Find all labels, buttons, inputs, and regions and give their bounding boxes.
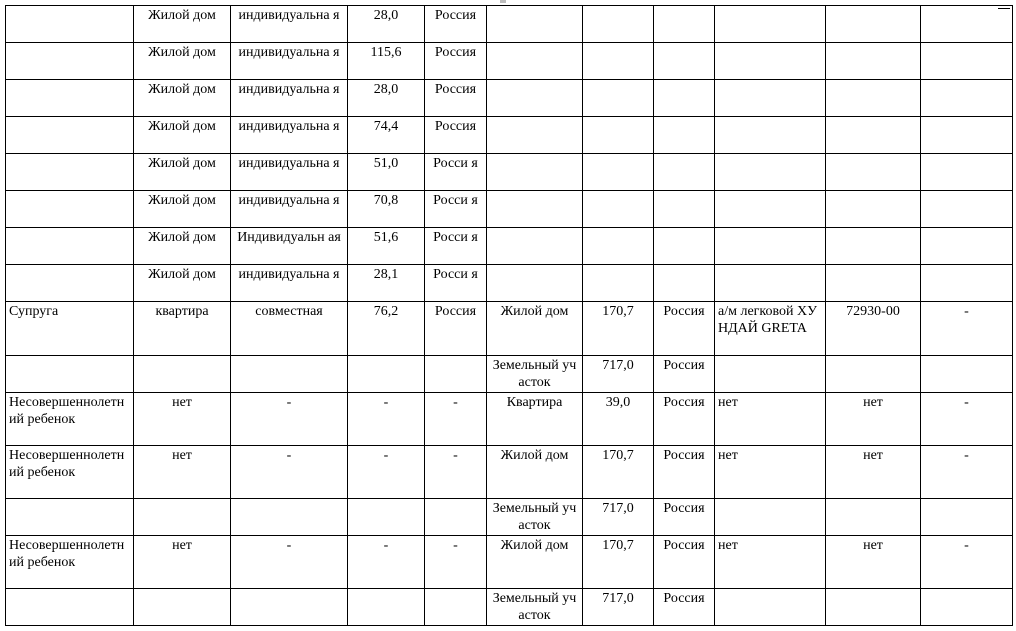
cell-owner — [6, 117, 134, 154]
cell-use-object-type — [487, 43, 583, 80]
cell-use-area: 170,7 — [583, 446, 654, 499]
cell-ownership-type: индивидуальна я — [231, 6, 348, 43]
cell-ownership-type: - — [231, 536, 348, 589]
cell-use-country: Россия — [654, 446, 715, 499]
cell-use-object-type — [487, 191, 583, 228]
cell-income — [826, 43, 921, 80]
cell-object-type: Жилой дом — [134, 117, 231, 154]
cell-ownership-type: индивидуальна я — [231, 265, 348, 302]
cell-owner — [6, 6, 134, 43]
cell-source — [921, 499, 1013, 536]
cell-use-area — [583, 265, 654, 302]
cell-use-object-type — [487, 80, 583, 117]
cell-object-type: Жилой дом — [134, 80, 231, 117]
cell-object-type: Жилой дом — [134, 6, 231, 43]
cell-use-object-type: Земельный участок — [487, 589, 583, 626]
cell-object-type: квартира — [134, 302, 231, 356]
cell-object-type — [134, 356, 231, 393]
cell-country: - — [425, 446, 487, 499]
table-row — [6, 302, 1013, 356]
table-row — [6, 536, 1013, 589]
cell-use-area — [583, 80, 654, 117]
cell-vehicle — [715, 43, 826, 80]
cell-use-country — [654, 228, 715, 265]
table-row — [6, 265, 1013, 302]
cell-object-type: Жилой дом — [134, 228, 231, 265]
cell-use-object-type — [487, 154, 583, 191]
cell-income — [826, 499, 921, 536]
cell-area: 76,2 — [348, 302, 425, 356]
table-row — [6, 228, 1013, 265]
cell-source: - — [921, 393, 1013, 446]
cell-area: 28,1 — [348, 265, 425, 302]
cell-income — [826, 228, 921, 265]
cell-vehicle: нет — [715, 446, 826, 499]
cell-income — [826, 117, 921, 154]
cell-vehicle — [715, 589, 826, 626]
cell-income: 72930-00 — [826, 302, 921, 356]
cell-area: 115,6 — [348, 43, 425, 80]
table-row — [6, 499, 1013, 536]
cell-use-country: Россия — [654, 356, 715, 393]
cell-use-area — [583, 117, 654, 154]
cell-use-object-type: Квартира — [487, 393, 583, 446]
cell-country: Россия — [425, 117, 487, 154]
cell-use-area — [583, 43, 654, 80]
cell-use-country — [654, 117, 715, 154]
ruler-marker — [500, 0, 506, 3]
cell-owner: Несовершеннолетний ребенок — [6, 536, 134, 589]
cell-country: Росси я — [425, 265, 487, 302]
cell-vehicle — [715, 228, 826, 265]
cell-area: - — [348, 536, 425, 589]
cell-use-area — [583, 191, 654, 228]
cell-owner: Супруга — [6, 302, 134, 356]
cell-country: Росси я — [425, 154, 487, 191]
cell-owner — [6, 154, 134, 191]
cell-owner — [6, 356, 134, 393]
cell-ownership-type: индивидуальна я — [231, 43, 348, 80]
cell-use-country: Россия — [654, 393, 715, 446]
cell-area: - — [348, 393, 425, 446]
cell-use-object-type: Земельный участок — [487, 499, 583, 536]
cell-use-country — [654, 43, 715, 80]
cell-use-country — [654, 191, 715, 228]
cell-ownership-type: индивидуальна я — [231, 80, 348, 117]
cell-country: Россия — [425, 43, 487, 80]
cell-income — [826, 80, 921, 117]
cell-vehicle — [715, 265, 826, 302]
cell-area: - — [348, 446, 425, 499]
cell-country: - — [425, 393, 487, 446]
cell-object-type: Жилой дом — [134, 43, 231, 80]
cell-vehicle: нет — [715, 393, 826, 446]
cell-area: 28,0 — [348, 80, 425, 117]
declaration-table — [5, 5, 1013, 626]
cell-income: нет — [826, 536, 921, 589]
cell-object-type: Жилой дом — [134, 191, 231, 228]
cell-source — [921, 265, 1013, 302]
cell-source — [921, 117, 1013, 154]
cell-use-area: 170,7 — [583, 536, 654, 589]
cell-owner — [6, 265, 134, 302]
cell-country: Россия — [425, 6, 487, 43]
cell-area — [348, 589, 425, 626]
table-row — [6, 6, 1013, 43]
cell-income — [826, 6, 921, 43]
cell-ownership-type: индивидуальна я — [231, 191, 348, 228]
cell-object-type — [134, 589, 231, 626]
cell-ownership-type: - — [231, 393, 348, 446]
cell-country: Росси я — [425, 228, 487, 265]
cell-use-country — [654, 80, 715, 117]
cell-object-type: нет — [134, 446, 231, 499]
cell-owner: Несовершеннолетний ребенок — [6, 393, 134, 446]
cell-use-object-type — [487, 228, 583, 265]
cell-source — [921, 228, 1013, 265]
cell-owner — [6, 191, 134, 228]
cell-use-area: 717,0 — [583, 499, 654, 536]
cell-use-object-type: Жилой дом — [487, 536, 583, 589]
cell-use-area: 39,0 — [583, 393, 654, 446]
cell-income — [826, 191, 921, 228]
table-row — [6, 589, 1013, 626]
table-row — [6, 117, 1013, 154]
cell-use-country: Россия — [654, 589, 715, 626]
cell-use-country — [654, 265, 715, 302]
cell-country: Россия — [425, 302, 487, 356]
cell-source — [921, 356, 1013, 393]
cell-use-area — [583, 154, 654, 191]
cell-country: Россия — [425, 80, 487, 117]
cell-country — [425, 589, 487, 626]
cell-use-object-type: Жилой дом — [487, 302, 583, 356]
cell-ownership-type: индивидуальна я — [231, 117, 348, 154]
cell-country: Росси я — [425, 191, 487, 228]
table-row — [6, 191, 1013, 228]
cell-ownership-type — [231, 589, 348, 626]
cell-ownership-type — [231, 356, 348, 393]
cell-income: нет — [826, 393, 921, 446]
cell-object-type: Жилой дом — [134, 265, 231, 302]
cell-area: 51,0 — [348, 154, 425, 191]
cell-vehicle — [715, 117, 826, 154]
table-row — [6, 80, 1013, 117]
cell-source: - — [921, 536, 1013, 589]
cell-use-object-type — [487, 6, 583, 43]
table-row — [6, 356, 1013, 393]
cell-source — [921, 154, 1013, 191]
cell-source — [921, 6, 1013, 43]
table-row — [6, 154, 1013, 191]
cell-vehicle — [715, 191, 826, 228]
cell-income — [826, 589, 921, 626]
cell-use-area — [583, 6, 654, 43]
table-row — [6, 393, 1013, 446]
cell-income: нет — [826, 446, 921, 499]
cell-vehicle: а/м легковой ХУНДАЙ GRETA — [715, 302, 826, 356]
cell-use-object-type: Жилой дом — [487, 446, 583, 499]
cell-object-type: нет — [134, 393, 231, 446]
cell-owner — [6, 228, 134, 265]
cell-use-area — [583, 228, 654, 265]
cell-owner — [6, 80, 134, 117]
cell-owner — [6, 589, 134, 626]
cell-use-country: Россия — [654, 302, 715, 356]
cell-area: 74,4 — [348, 117, 425, 154]
cell-owner — [6, 499, 134, 536]
cell-vehicle — [715, 356, 826, 393]
cell-use-country — [654, 6, 715, 43]
cell-source — [921, 43, 1013, 80]
cell-source — [921, 80, 1013, 117]
cell-use-area: 170,7 — [583, 302, 654, 356]
cell-ownership-type: Индивидуальн ая — [231, 228, 348, 265]
cell-area: 51,6 — [348, 228, 425, 265]
cell-use-country: Россия — [654, 536, 715, 589]
cell-source: - — [921, 446, 1013, 499]
cell-ownership-type: совместная — [231, 302, 348, 356]
cell-source — [921, 191, 1013, 228]
cell-use-object-type — [487, 117, 583, 154]
cell-object-type: нет — [134, 536, 231, 589]
cell-source — [921, 589, 1013, 626]
cell-object-type — [134, 499, 231, 536]
cell-area — [348, 356, 425, 393]
cell-use-country: Россия — [654, 499, 715, 536]
cell-vehicle — [715, 154, 826, 191]
cell-ownership-type: - — [231, 446, 348, 499]
cell-country — [425, 356, 487, 393]
cell-object-type: Жилой дом — [134, 154, 231, 191]
cell-vehicle: нет — [715, 536, 826, 589]
table-row — [6, 446, 1013, 499]
cell-use-object-type — [487, 265, 583, 302]
cell-use-object-type: Земельный участок — [487, 356, 583, 393]
cell-vehicle — [715, 499, 826, 536]
cell-ownership-type — [231, 499, 348, 536]
cell-use-country — [654, 154, 715, 191]
cell-use-area: 717,0 — [583, 356, 654, 393]
cell-area: 28,0 — [348, 6, 425, 43]
cell-use-area: 717,0 — [583, 589, 654, 626]
cell-income — [826, 154, 921, 191]
cell-owner: Несовершеннолетний ребенок — [6, 446, 134, 499]
table-row — [6, 43, 1013, 80]
cell-vehicle — [715, 6, 826, 43]
cell-income — [826, 265, 921, 302]
cell-country — [425, 499, 487, 536]
cell-vehicle — [715, 80, 826, 117]
cell-ownership-type: индивидуальна я — [231, 154, 348, 191]
cell-source: - — [921, 302, 1013, 356]
cell-income — [826, 356, 921, 393]
cell-area: 70,8 — [348, 191, 425, 228]
cell-country: - — [425, 536, 487, 589]
cell-area — [348, 499, 425, 536]
cell-owner — [6, 43, 134, 80]
